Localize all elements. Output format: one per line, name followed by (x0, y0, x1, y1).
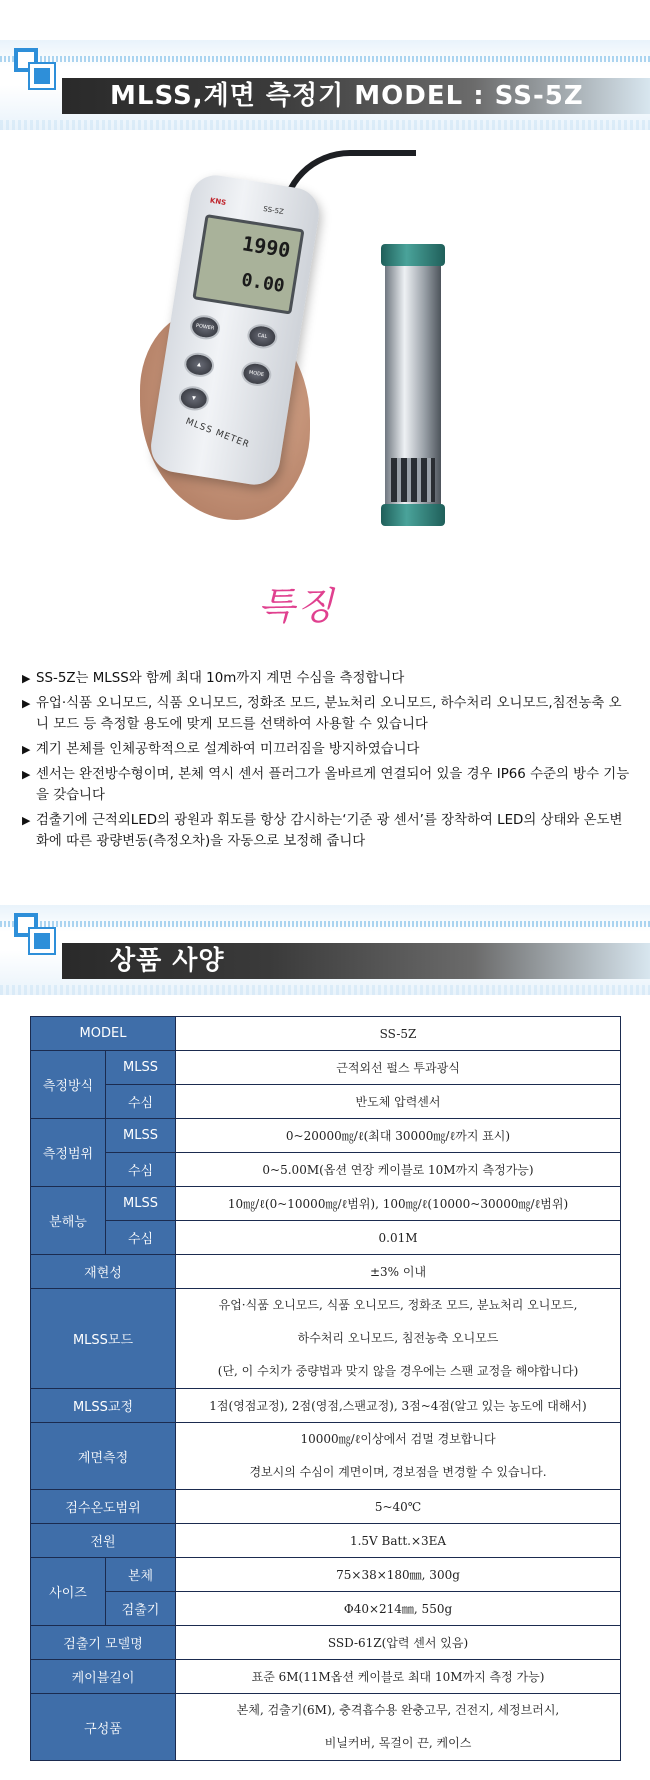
spec-value-line: 유업·식품 오니모드, 식품 오니모드, 정화조 모드, 분뇨처리 오니모드, (218, 1298, 578, 1312)
banner-stripe (0, 56, 650, 62)
spec-value: 반도체 압력센서 (176, 1085, 621, 1119)
power-button: POWER (188, 313, 221, 341)
meter-brand: KNS (209, 196, 227, 207)
feature-text: 센서는 완전방수형이며, 본체 역시 센서 플러그가 올바르게 연결되어 있을 경우 IP66 수준의 방수 기능을 갖습니다 (36, 767, 630, 803)
spec-sublabel: 본체 (106, 1558, 176, 1592)
spec-label: 측정범위 (31, 1119, 106, 1187)
bullet-triangle-icon: ▶ (22, 672, 31, 685)
detector-probe (385, 250, 441, 520)
spec-label: 사이즈 (31, 1558, 106, 1626)
spec-value-multiline (176, 1694, 621, 1761)
feature-text: 계기 본체를 인체공학적으로 설계하여 미끄러짐을 방지하였습니다 (36, 742, 420, 757)
banner-title-bar (62, 943, 650, 979)
table-row (31, 1626, 621, 1660)
bullet-triangle-icon: ▶ (22, 768, 31, 781)
section-logo-icon (14, 48, 56, 90)
table-row (31, 1558, 621, 1592)
feature-item (22, 764, 632, 806)
spec-value: 5~40℃ (176, 1490, 621, 1524)
spec-label: 계면측정 (31, 1423, 176, 1490)
bullet-triangle-icon: ▶ (22, 743, 31, 756)
feature-item (22, 693, 632, 735)
spec-label: 분해능 (31, 1187, 106, 1255)
spec-value-line: 경보시의 수심이 계면이며, 경보점을 변경할 수 있습니다. (249, 1465, 547, 1479)
banner-stripe (0, 921, 650, 927)
spec-value-multiline (176, 1423, 621, 1490)
cal-button: CAL (246, 322, 279, 350)
probe-sensor-cage (391, 458, 435, 502)
spec-value: SSD-61Z(압력 센서 있음) (176, 1626, 621, 1660)
spec-value: 표준 6M(11M옵션 케이블로 최대 10M까지 측정 가능) (176, 1660, 621, 1694)
spec-label: MLSS모드 (31, 1289, 176, 1389)
table-row (31, 1524, 621, 1558)
feature-text: 유업·식품 오니모드, 식품 오니모드, 정화조 모드, 분뇨처리 오니모드, 하수처리 오니모드,침전농축 오니 모드 등 측정할 용도에 맞게 모드를 선택하여 사용할 수 있습니다 (36, 696, 622, 732)
logo-square-filled (30, 64, 54, 88)
table-row (31, 1289, 621, 1389)
down-button: ▼ (177, 384, 210, 412)
lcd-top-value: 1990 (240, 231, 292, 263)
table-row (31, 1423, 621, 1490)
table-row (31, 1153, 621, 1187)
spec-value-line: 10000㎎/ℓ이상에서 검멀 경보합니다 (300, 1432, 496, 1446)
spec-sublabel: MLSS (106, 1187, 176, 1221)
up-button: ▲ (182, 351, 215, 379)
feature-item (22, 739, 632, 760)
spec-label: 측정방식 (31, 1051, 106, 1119)
section-banner-spec (0, 905, 650, 995)
feature-text: 검출기에 근적외LED의 광원과 휘도를 항상 감시하는‘기준 광 센서’를 장착하여 LED의 상태와 온도변화에 따른 광량변동(측정오차)을 자동으로 보정해 줍니다 (36, 813, 623, 849)
probe-cap-bottom (381, 504, 445, 526)
table-row (31, 1389, 621, 1423)
table-row (31, 1119, 621, 1153)
features-heading: 특징 (258, 584, 336, 628)
product-photo (140, 140, 500, 540)
probe-cap-top (381, 244, 445, 266)
table-row (31, 1255, 621, 1289)
spec-sublabel: 수심 (106, 1221, 176, 1255)
table-row (31, 1694, 621, 1761)
spec-value: SS-5Z (176, 1017, 621, 1051)
bullet-triangle-icon: ▶ (22, 814, 31, 827)
spec-label: 재현성 (31, 1255, 176, 1289)
meter-lcd-screen (192, 214, 304, 315)
logo-square-filled (30, 929, 54, 953)
section-banner-model (0, 40, 650, 130)
meter-name-label: MLSS METER (184, 416, 252, 451)
spec-value-line: (단, 이 수치가 중량법과 맞지 않을 경우에는 스팬 교정을 해야합니다) (217, 1364, 579, 1378)
meter-model-label: SS-5Z (262, 204, 285, 217)
section-logo-icon (14, 913, 56, 955)
spec-value: 10㎎/ℓ(0~10000㎎/ℓ범위), 100㎎/ℓ(10000~30000㎎/ℓ범위) (176, 1187, 621, 1221)
spec-value: 근적외선 펄스 투과광식 (176, 1051, 621, 1085)
spec-sublabel: 검출기 (106, 1592, 176, 1626)
spec-value: 0.01M (176, 1221, 621, 1255)
spec-sublabel: MLSS (106, 1051, 176, 1085)
spec-value: 0~20000㎎/ℓ(최대 30000㎎/ℓ까지 표시) (176, 1119, 621, 1153)
lcd-bottom-value: 0.00 (239, 269, 287, 298)
mode-button: MODE (240, 360, 273, 388)
spec-sublabel: MLSS (106, 1119, 176, 1153)
spec-sublabel: 수심 (106, 1085, 176, 1119)
spec-table (30, 1016, 621, 1761)
table-row (31, 1592, 621, 1626)
spec-sublabel: 수심 (106, 1153, 176, 1187)
spec-value: ±3% 이내 (176, 1255, 621, 1289)
feature-text: SS-5Z는 MLSS와 함께 최대 10m까지 계면 수심을 측정합니다 (36, 671, 405, 686)
spec-label: 검출기 모델명 (31, 1626, 176, 1660)
spec-value: 1.5V Batt.×3EA (176, 1524, 621, 1558)
feature-item (22, 668, 632, 689)
spec-label: 구성품 (31, 1694, 176, 1761)
spec-value: 1점(영점교정), 2점(영점,스팬교정), 3점~4점(알고 있는 농도에 대해서) (176, 1389, 621, 1423)
spec-value-line: 본체, 검출기(6M), 충격흡수용 완충고무, 건전지, 세정브러시, (236, 1703, 560, 1717)
table-row (31, 1051, 621, 1085)
table-row (31, 1221, 621, 1255)
spec-label: MLSS교정 (31, 1389, 176, 1423)
table-row (31, 1017, 621, 1051)
feature-item (22, 810, 632, 852)
spec-value: 75×38×180㎜, 300g (176, 1558, 621, 1592)
spec-label: 전원 (31, 1524, 176, 1558)
table-row (31, 1490, 621, 1524)
section-title: 상품 사양 (110, 946, 225, 976)
spec-value-line: 하수처리 오니모드, 침전농축 오니모드 (297, 1331, 499, 1345)
features-list (22, 668, 632, 856)
spec-value-multiline (176, 1289, 621, 1389)
banner-title-bar (62, 78, 650, 114)
spec-value: 0~5.00M(옵션 연장 케이블로 10M까지 측정가능) (176, 1153, 621, 1187)
table-row (31, 1187, 621, 1221)
banner-fade (0, 120, 650, 130)
page-title: MLSS,계면 측정기 MODEL : SS-5Z (110, 81, 584, 111)
spec-value: Φ40×214㎜, 550g (176, 1592, 621, 1626)
banner-fade (0, 985, 650, 995)
table-row (31, 1085, 621, 1119)
bullet-triangle-icon: ▶ (22, 697, 31, 710)
spec-label: 검수온도범위 (31, 1490, 176, 1524)
spec-value-line: 비닐커버, 목걸이 끈, 케이스 (324, 1736, 472, 1750)
spec-label: 케이블길이 (31, 1660, 176, 1694)
spec-label: MODEL (31, 1017, 176, 1051)
table-row (31, 1660, 621, 1694)
